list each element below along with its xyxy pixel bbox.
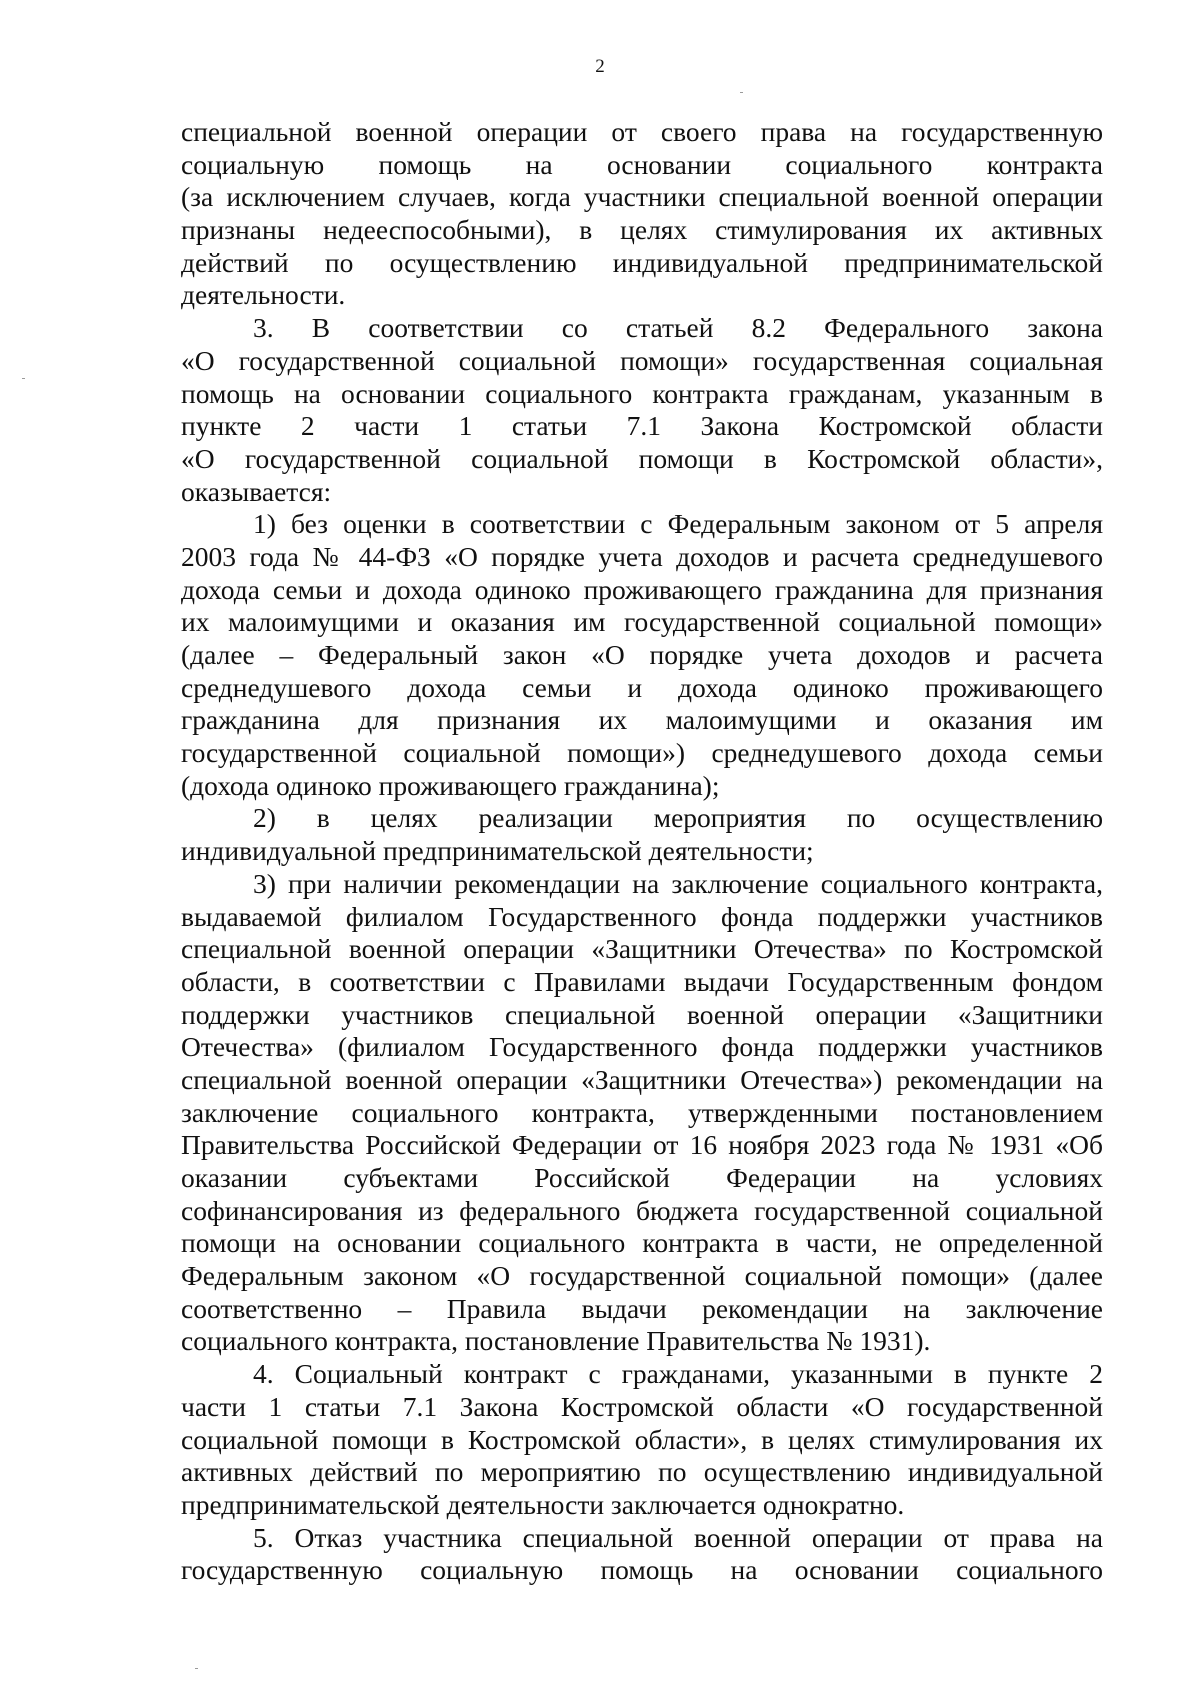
text-line: специальной военной операции от своего права на государственную: [181, 116, 1103, 147]
text-line: выдаваемой филиалом Государственного фонда поддержки участников: [181, 900, 1103, 932]
text-line: деятельности.: [181, 279, 346, 311]
text-line: социального контракта, постановление Правительства № 1931).: [181, 1325, 931, 1357]
text-line: дохода семьи и дохода одиноко проживающего гражданина для признания: [181, 573, 1103, 605]
scan-speck: [195, 1668, 198, 1669]
text-line: части 1 статьи 7.1 Закона Костромской области «О государственной: [181, 1390, 1103, 1422]
text-line: помощи на основании социального контракта в части, не определенной: [181, 1227, 1103, 1259]
paragraph-p-5: [181, 1522, 1103, 1587]
text-line: заключение социального контракта, утвержденными постановлением: [181, 1096, 1103, 1128]
text-line: их малоимущими и оказания им государственной социальной помощи»: [181, 606, 1103, 638]
text-line: государственной социальной помощи») среднедушевого дохода семьи: [181, 737, 1103, 769]
text-line: 1) без оценки в соответствии с Федеральным законом от 5 апреля: [253, 508, 1103, 540]
page-number: 2: [595, 56, 605, 77]
text-line: 3) при наличии рекомендации на заключение социального контракта,: [253, 867, 1103, 899]
text-line: соответственно – Правила выдачи рекомендации на заключение: [181, 1292, 1103, 1324]
text-line: «О государственной социальной помощи в Костромской области»,: [181, 442, 1103, 474]
text-line: признаны недееспособными), в целях стимулирования их активных: [181, 214, 1103, 246]
text-line: пункте 2 части 1 статьи 7.1 Закона Костромской области: [181, 410, 1103, 442]
text-line: среднедушевого дохода семьи и дохода одиноко проживающего: [181, 671, 1103, 703]
paragraph-p-3-3: [181, 868, 1103, 1358]
text-line: 2003 года № 44-ФЗ «О порядке учета доходов и расчета среднедушевого: [181, 540, 1103, 572]
paragraph-p-3-1: [181, 508, 1103, 802]
paragraph-p-3: [181, 312, 1103, 508]
text-line: (далее – Федеральный закон «О порядке учета доходов и расчета: [181, 639, 1103, 670]
document-body: [181, 116, 1103, 1587]
text-line: Отечества» (филиалом Государственного фонда поддержки участников: [181, 1031, 1103, 1063]
text-line: специальной военной операции «Защитники Отечества») рекомендации на: [181, 1063, 1103, 1095]
text-line: социальную помощь на основании социального контракта: [181, 148, 1103, 180]
paragraph-p-3-2: [181, 802, 1103, 867]
text-line: области, в соответствии с Правилами выдачи Государственным фондом: [181, 965, 1103, 997]
text-line: специальной военной операции «Защитники Отечества» по Костромской: [181, 933, 1103, 965]
text-line: государственную социальную помощь на основании социального: [181, 1554, 1103, 1586]
text-line: (дохода одиноко проживающего гражданина);: [181, 769, 720, 801]
text-line: действий по осуществлению индивидуальной предпринимательской: [181, 246, 1103, 278]
text-line: оказывается:: [181, 475, 332, 507]
text-line: Федеральным законом «О государственной социальной помощи» (далее: [181, 1260, 1103, 1292]
text-line: «О государственной социальной помощи» государственная социальная: [181, 344, 1103, 376]
paragraph-p-4: [181, 1358, 1103, 1521]
text-line: помощь на основании социального контракта гражданам, указанным в: [181, 377, 1103, 409]
text-line: (за исключением случаев, когда участники специальной военной операции: [181, 181, 1103, 213]
text-line: 5. Отказ участника специальной военной операции от права на: [253, 1521, 1103, 1553]
scan-speck: [22, 378, 25, 379]
text-line: Правительства Российской Федерации от 16 ноября 2023 года № 1931 «Об: [181, 1129, 1103, 1161]
text-line: 4. Социальный контракт с гражданами, указанными в пункте 2: [253, 1358, 1103, 1390]
text-line: предпринимательской деятельности заключается однократно.: [181, 1488, 905, 1520]
text-line: 2) в целях реализации мероприятия по осуществлению: [253, 802, 1103, 834]
text-line: оказании субъектами Российской Федерации на условиях: [181, 1162, 1103, 1193]
text-line: софинансирования из федерального бюджета государственной социальной: [181, 1194, 1103, 1226]
text-line: активных действий по мероприятию по осуществлению индивидуальной: [181, 1456, 1103, 1488]
scan-speck: [740, 92, 743, 93]
text-line: 3. В соответствии со статьей 8.2 Федерального закона: [253, 312, 1103, 344]
paragraph-p-continuation: [181, 116, 1103, 312]
text-line: социальной помощи в Костромской области», в целях стимулирования их: [181, 1423, 1103, 1455]
text-line: поддержки участников специальной военной операции «Защитники: [181, 998, 1103, 1030]
text-line: гражданина для признания их малоимущими и оказания им: [181, 704, 1103, 736]
text-line: индивидуальной предпринимательской деятельности;: [181, 835, 814, 867]
